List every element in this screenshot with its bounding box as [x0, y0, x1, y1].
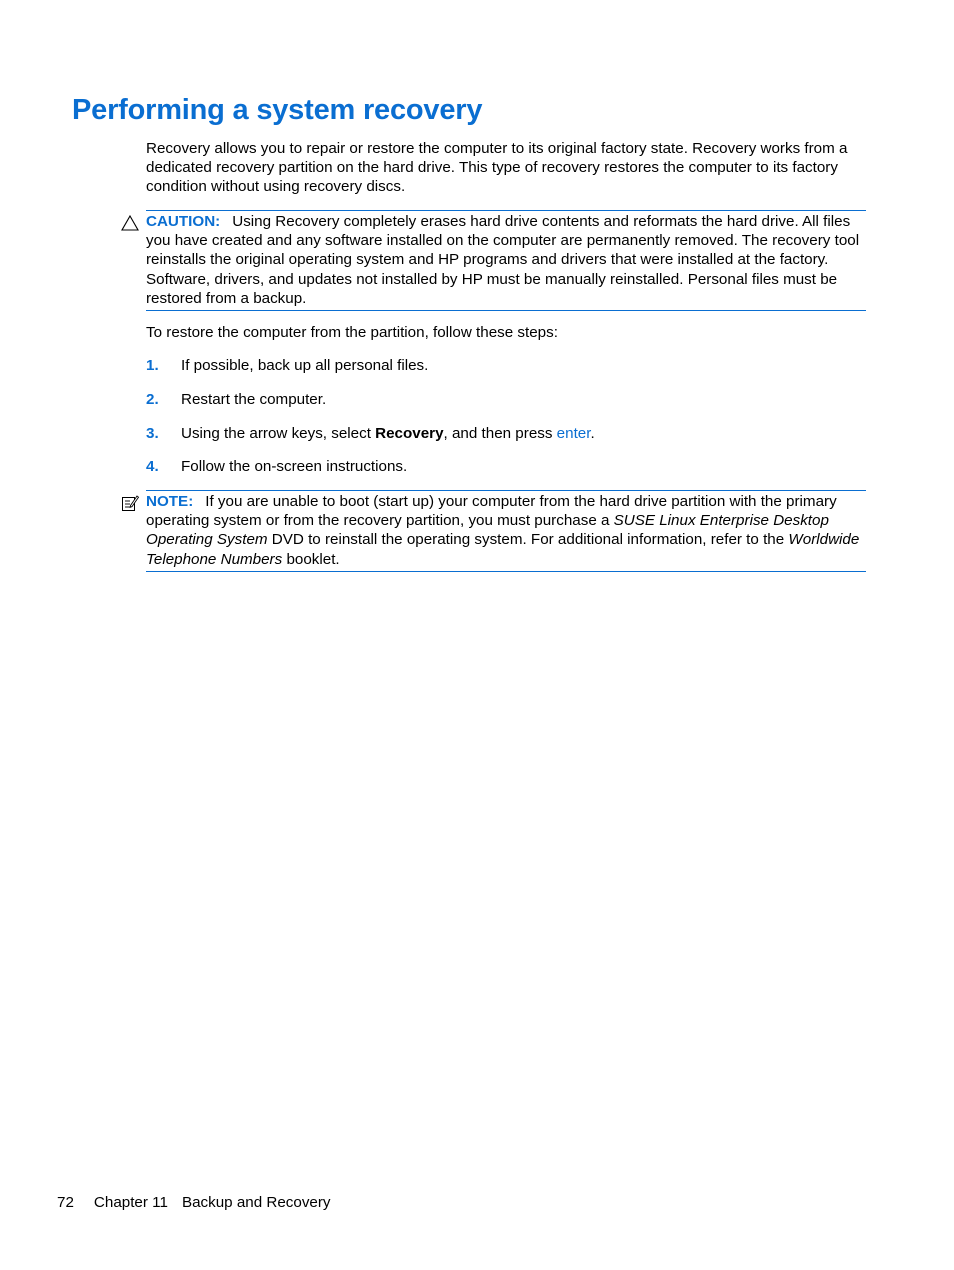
chapter-title: Backup and Recovery	[181, 1194, 331, 1211]
note-pencil-icon	[120, 493, 140, 513]
chapter-number: Chapter 11	[93, 1194, 168, 1211]
caution-label: CAUTION:	[146, 213, 221, 230]
step-text-part: .	[590, 425, 595, 442]
step-text-part: , and then press	[443, 425, 557, 442]
note-body: If you are unable to boot (start up) your computer from the hard drive partition with the primary operating system or from the recovery partition, you must purchase a	[146, 493, 837, 530]
step-number: 2.	[146, 391, 159, 408]
note-body: DVD to reinstall the operating system. For additional information, refer to the	[267, 531, 789, 549]
page-title: Performing a system recovery	[72, 94, 483, 126]
steps-intro: To restore the computer from the partition, follow these steps:	[146, 324, 558, 341]
recovery-option-name: Recovery	[375, 425, 444, 442]
step-text: Restart the computer.	[181, 391, 327, 408]
page-footer	[57, 1193, 331, 1212]
warning-triangle-icon	[120, 213, 140, 233]
step-number: 4.	[146, 458, 159, 475]
note-label: NOTE:	[146, 493, 194, 510]
step-text-part: Using the arrow keys, select	[181, 425, 376, 442]
step-text: Follow the on-screen instructions.	[181, 458, 408, 475]
product-name: SUSE Linux Enterprise Desktop Operating System	[146, 512, 829, 549]
enter-key-label: enter	[556, 425, 591, 442]
step-text: If possible, back up all personal files.	[181, 357, 429, 374]
page-number: 72	[57, 1194, 74, 1211]
note-box	[146, 490, 866, 572]
intro-paragraph: Recovery allows you to repair or restore the computer to its original factory state. Recovery works from a dedicated recovery partition on the hard drive. This type of recovery restores the computer to its factory condition without using recovery discs.	[146, 140, 848, 196]
note-body: booklet.	[282, 550, 340, 568]
note-text	[146, 492, 866, 569]
step-text	[181, 424, 595, 443]
caution-box	[146, 210, 866, 311]
step-number: 3.	[146, 425, 159, 442]
caution-text	[146, 212, 866, 308]
caution-body: Using Recovery completely erases hard drive contents and reformats the hard drive. All files you have created and any software installed on the computer are permanently removed. The recovery tool reinstalls the original operating system and HP programs and drivers that were installed at the factory. Software, drivers, and updates not installed by HP must be manually reinstalled. Personal files must be restored from a backup.	[146, 213, 860, 307]
step-number: 1.	[146, 357, 159, 374]
booklet-name: Worldwide Telephone Numbers	[146, 531, 860, 568]
